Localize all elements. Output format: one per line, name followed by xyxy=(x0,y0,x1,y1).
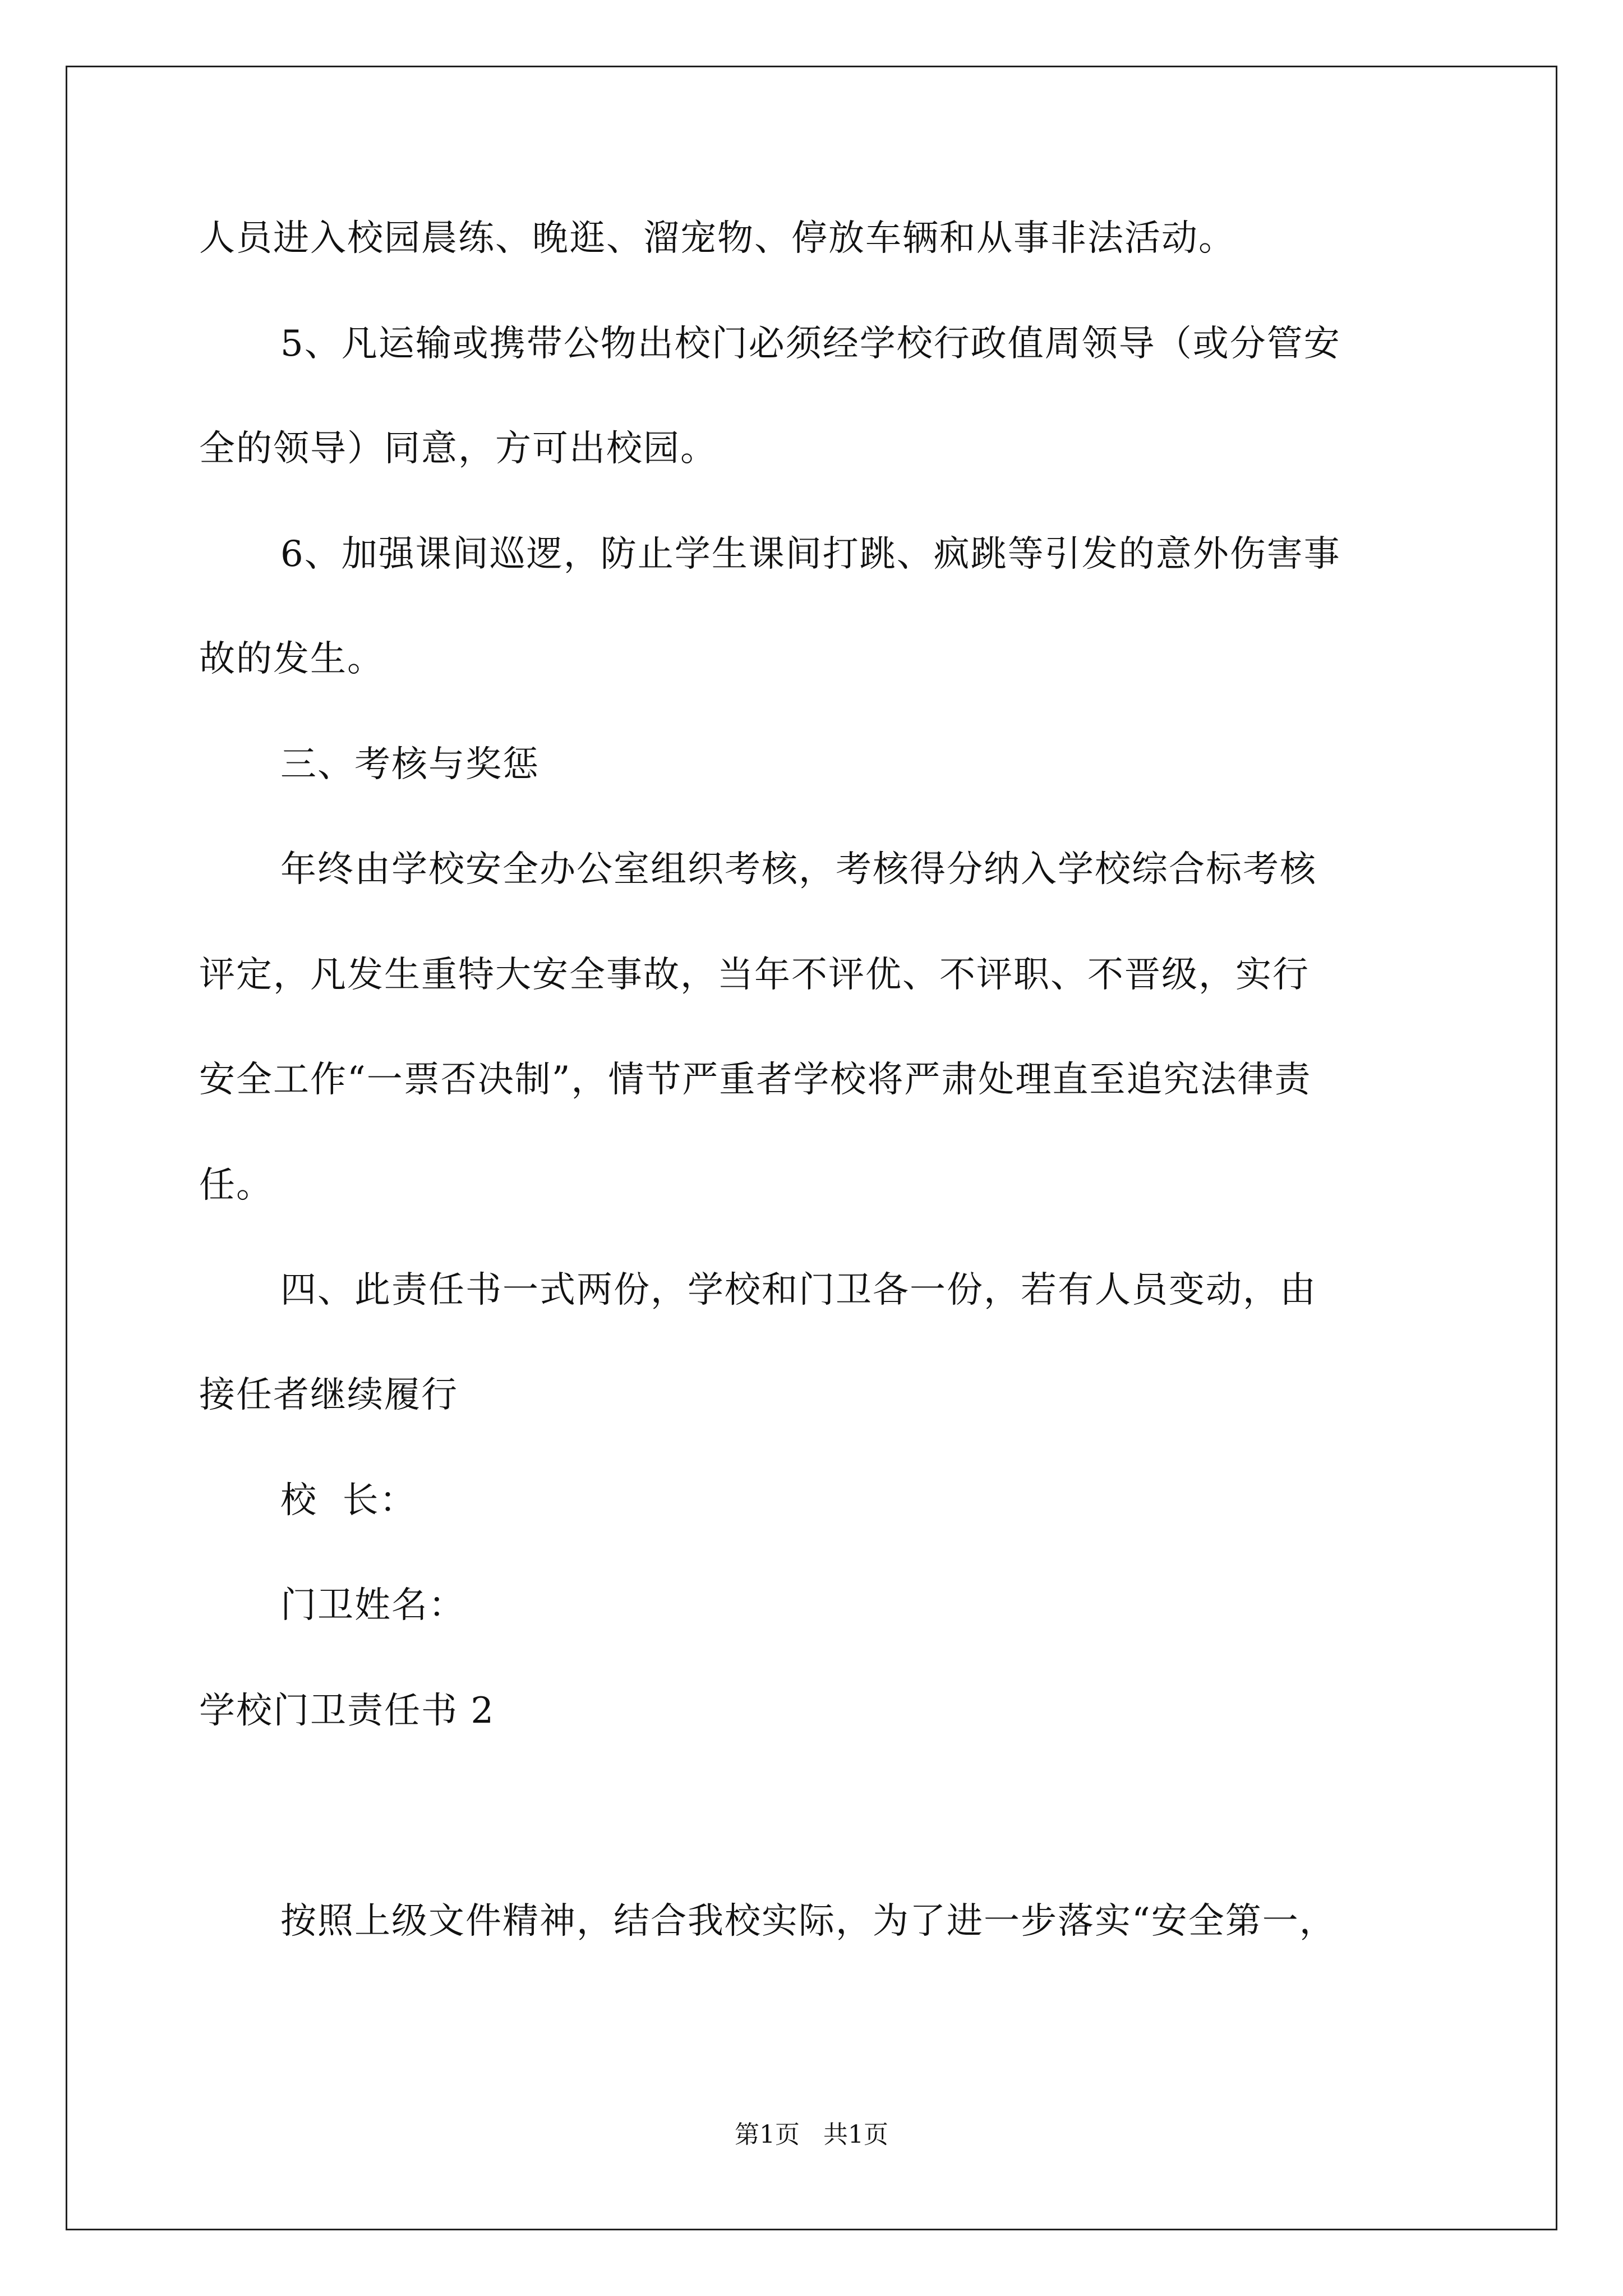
text-line: 年终由学校安全办公室组织考核，考核得分纳入学校综合标考核 xyxy=(280,849,1317,890)
text-line: 全的领导）同意，方可出校园。 xyxy=(199,428,717,470)
text-line: 故的发生。 xyxy=(199,638,384,680)
section-heading: 三、考核与奖惩 xyxy=(280,744,540,785)
text-line: 6、加强课间巡逻，防止学生课间打跳、疯跳等引发的意外伤害事 xyxy=(280,533,1341,575)
text-line: 人员进入校园晨练、晚逛、溜宠物、停放车辆和从事非法活动。 xyxy=(199,218,1235,259)
signature-principal-label: 校 长： xyxy=(280,1480,417,1521)
text-line: 按照上级文件精神，结合我校实际，为了进一步落实“安全第一， xyxy=(280,1901,1336,1942)
signature-guard-label: 门卫姓名： xyxy=(280,1585,465,1626)
text-line: 安全工作“一票否决制”，情节严重者学校将严肃处理直至追究法律责 xyxy=(199,1059,1312,1101)
text-line: 评定，凡发生重特大安全事故，当年不评优、不评职、不晋级，实行 xyxy=(199,954,1310,996)
text-line: 四、此责任书一式两份，学校和门卫各一份，若有人员变动，由 xyxy=(280,1269,1317,1311)
text-line: 任。 xyxy=(199,1165,273,1206)
page-footer: 第1页 共1页 xyxy=(735,2120,888,2149)
text-line: 接任者继续履行 xyxy=(199,1374,458,1416)
document-subtitle: 学校门卫责任书 2 xyxy=(199,1690,495,1732)
text-line: 5、凡运输或携带公物出校门必须经学校行政值周领导（或分管安 xyxy=(280,323,1341,365)
